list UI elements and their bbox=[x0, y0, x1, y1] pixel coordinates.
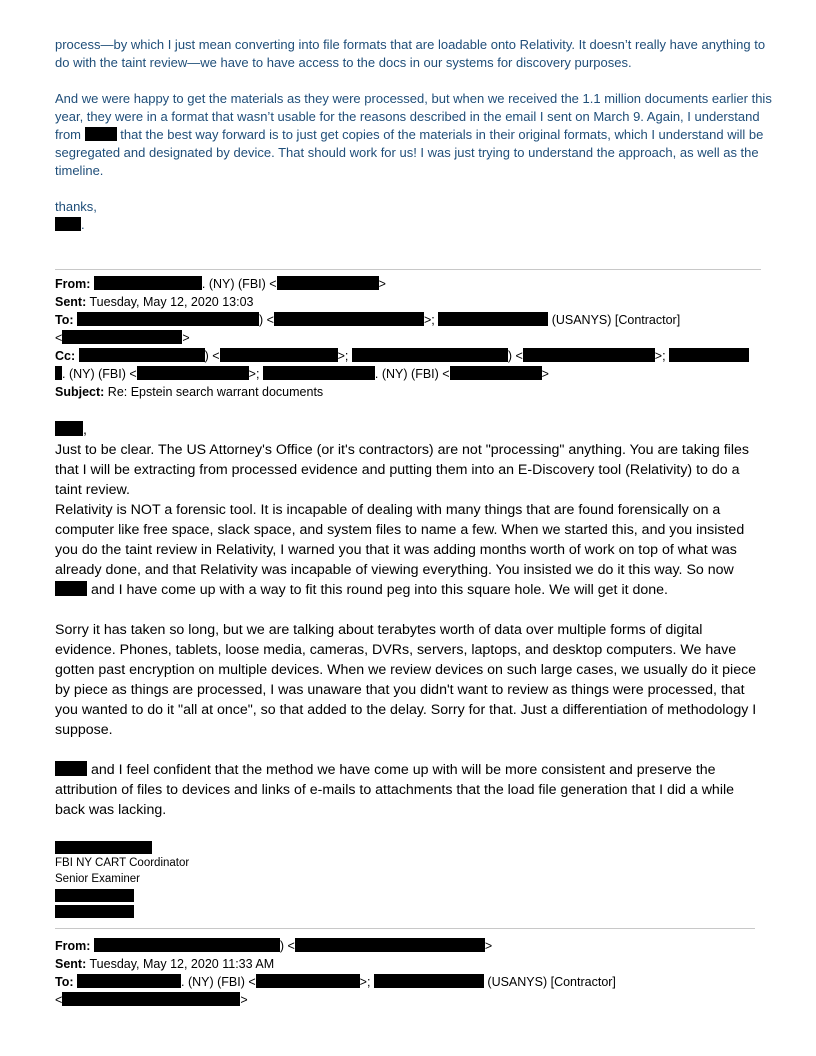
redaction bbox=[137, 366, 249, 380]
redaction bbox=[352, 348, 508, 362]
redaction bbox=[374, 974, 484, 988]
greeting-comma: , bbox=[83, 422, 87, 438]
to-text: > bbox=[182, 331, 190, 345]
redaction bbox=[523, 348, 655, 362]
email1-paragraph-3: Sorry it has taken so long, but we are talking about terabytes worth of data over multiple forms of digital evidence. Phones, tablets, loose media, cameras, DVRs, servers, laptops, and desktop computers. We have gotten past encryption on multiple devices. When we review devices on such large cases, we usually do it piece by piece as things are processed, I was unaware that you didn't want to review as things were processed, that you wanted to do it "all at once", so that added to the delay. Sorry for that. Just a differentiation of methodology I suppose. bbox=[55, 622, 757, 738]
redaction bbox=[79, 348, 205, 362]
cc-text: >; bbox=[248, 367, 260, 381]
cc-text: >; bbox=[337, 349, 349, 363]
redaction bbox=[450, 366, 542, 380]
redaction bbox=[94, 938, 280, 952]
email1-paragraph-2-text-a: Relativity is NOT a forensic tool. It is incapable of dealing with many things that are found forensically on a computer like free space, slack space, and system files to name a few. When we started this, and you insisted you do the taint review in Relativity, I warned you that it was adding months worth of work on top of what was already done, and that Relativity was incapable of viewing everything. You insisted we do it this way. So now bbox=[55, 502, 745, 578]
cc-text: >; bbox=[654, 349, 666, 363]
signature-title-1: FBI NY CART Coordinator bbox=[55, 857, 190, 869]
from-text: . (NY) (FBI) < bbox=[201, 277, 277, 291]
email2-to-line-2 bbox=[55, 991, 775, 1009]
to-text: (USANYS) [Contractor] bbox=[487, 975, 616, 989]
reply-period: . bbox=[81, 217, 85, 232]
to-text: > bbox=[240, 993, 248, 1007]
signature-contact-redaction bbox=[55, 889, 134, 902]
redaction bbox=[85, 127, 117, 141]
redaction bbox=[62, 992, 240, 1006]
redaction bbox=[438, 312, 548, 326]
redaction bbox=[55, 366, 62, 380]
to-text: (USANYS) [Contractor] bbox=[551, 313, 681, 327]
to-text: ) < bbox=[259, 313, 274, 327]
from-text: ) < bbox=[279, 939, 295, 953]
divider bbox=[55, 269, 761, 270]
from-label: From: bbox=[55, 277, 91, 291]
reply-paragraph-2 bbox=[55, 90, 775, 180]
redaction bbox=[55, 421, 83, 436]
email2-from-line bbox=[55, 937, 775, 955]
email1-cc-line bbox=[55, 347, 775, 365]
redaction bbox=[55, 581, 87, 596]
redaction bbox=[220, 348, 338, 362]
redaction bbox=[274, 312, 424, 326]
to-text: < bbox=[55, 993, 63, 1007]
subject-value: Re: Epstein search warrant documents bbox=[107, 385, 324, 399]
email1-cc-line-2 bbox=[55, 365, 775, 383]
subject-label: Subject: bbox=[55, 385, 105, 399]
email1-paragraph-1: Just to be clear. The US Attorney's Office (or it's contractors) are not "processing" anything. You are taking files that I will be extracting from processed evidence and putting them into an E-Discovery tool (Relativity) to do a taint review. bbox=[55, 442, 749, 498]
email1-paragraph-2-text-b: and I have come up with a way to fit this round peg into this square hole. We will get it done. bbox=[90, 582, 668, 598]
cc-text: . (NY) (FBI) < bbox=[62, 367, 137, 381]
redaction bbox=[55, 761, 87, 776]
from-label: From: bbox=[55, 939, 91, 953]
signature-contact-redaction bbox=[55, 905, 134, 918]
divider bbox=[55, 928, 755, 929]
reply-signoff bbox=[55, 216, 775, 234]
redaction bbox=[77, 974, 181, 988]
email1-greeting bbox=[55, 420, 767, 440]
to-label: To: bbox=[55, 975, 74, 989]
reply-paragraph-1: process—by which I just mean converting into file formats that are loadable onto Relativity. It doesn’t really have anything to do with the taint review—we have to have access to the docs in our systems for discovery purposes. bbox=[55, 37, 766, 70]
email1-paragraph-4 bbox=[55, 760, 767, 820]
signature-name-redaction bbox=[55, 841, 152, 854]
from-text: > bbox=[378, 277, 386, 291]
email1-paragraph-2 bbox=[55, 500, 767, 600]
email2-sent-line bbox=[55, 955, 775, 973]
redaction bbox=[256, 974, 360, 988]
cc-label: Cc: bbox=[55, 349, 76, 363]
redaction bbox=[55, 217, 81, 231]
redaction bbox=[263, 366, 375, 380]
sent-value: Tuesday, May 12, 2020 13:03 bbox=[89, 295, 254, 309]
reply-closing: thanks, bbox=[55, 199, 97, 214]
cc-text: . (NY) (FBI) < bbox=[374, 367, 450, 381]
to-text: >; bbox=[423, 313, 435, 327]
cc-text: ) < bbox=[204, 349, 220, 363]
to-text: < bbox=[55, 331, 63, 345]
signature-title-2: Senior Examiner bbox=[55, 873, 141, 885]
email2-to-line bbox=[55, 973, 775, 991]
email1-paragraph-4-text: and I feel confident that the method we have come up with will be more consistent and preserve the attribution of files to devices and links of e-mails to attachments that the load file generation that I did a while back was lacking. bbox=[55, 762, 735, 818]
email1-sent-line bbox=[55, 293, 775, 311]
email1-subject-line bbox=[55, 383, 775, 401]
sent-value: Tuesday, May 12, 2020 11:33 AM bbox=[89, 957, 275, 971]
redaction bbox=[669, 348, 749, 362]
to-text: >; bbox=[359, 975, 371, 989]
to-label: To: bbox=[55, 313, 74, 327]
sent-label: Sent: bbox=[55, 957, 87, 971]
redaction bbox=[295, 938, 485, 952]
from-text: > bbox=[484, 939, 493, 953]
cc-text: ) < bbox=[507, 349, 523, 363]
redaction bbox=[77, 312, 259, 326]
redaction bbox=[62, 330, 182, 344]
email1-from-line bbox=[55, 275, 775, 293]
email1-to-line bbox=[55, 311, 775, 329]
redaction bbox=[277, 276, 379, 290]
reply-paragraph-2-text-b: that the best way forward is to just get copies of the materials in their original formats, which I understand will be segregated and designated by device. That should work for us! I was just trying to understand the approach, as well as the timeline. bbox=[55, 127, 764, 178]
cc-text: > bbox=[541, 367, 549, 381]
email1-to-line-2 bbox=[55, 329, 775, 347]
to-text: . (NY) (FBI) < bbox=[181, 975, 256, 989]
reply-paragraph-2-text-a: And we were happy to get the materials as they were processed, but when we received the 1.1 million documents earlier this year, they were in a format that wasn’t usable for the reasons described in the email I sent on March 9. Again, I understand from bbox=[55, 91, 772, 142]
redaction bbox=[94, 276, 202, 290]
sent-label: Sent: bbox=[55, 295, 87, 309]
